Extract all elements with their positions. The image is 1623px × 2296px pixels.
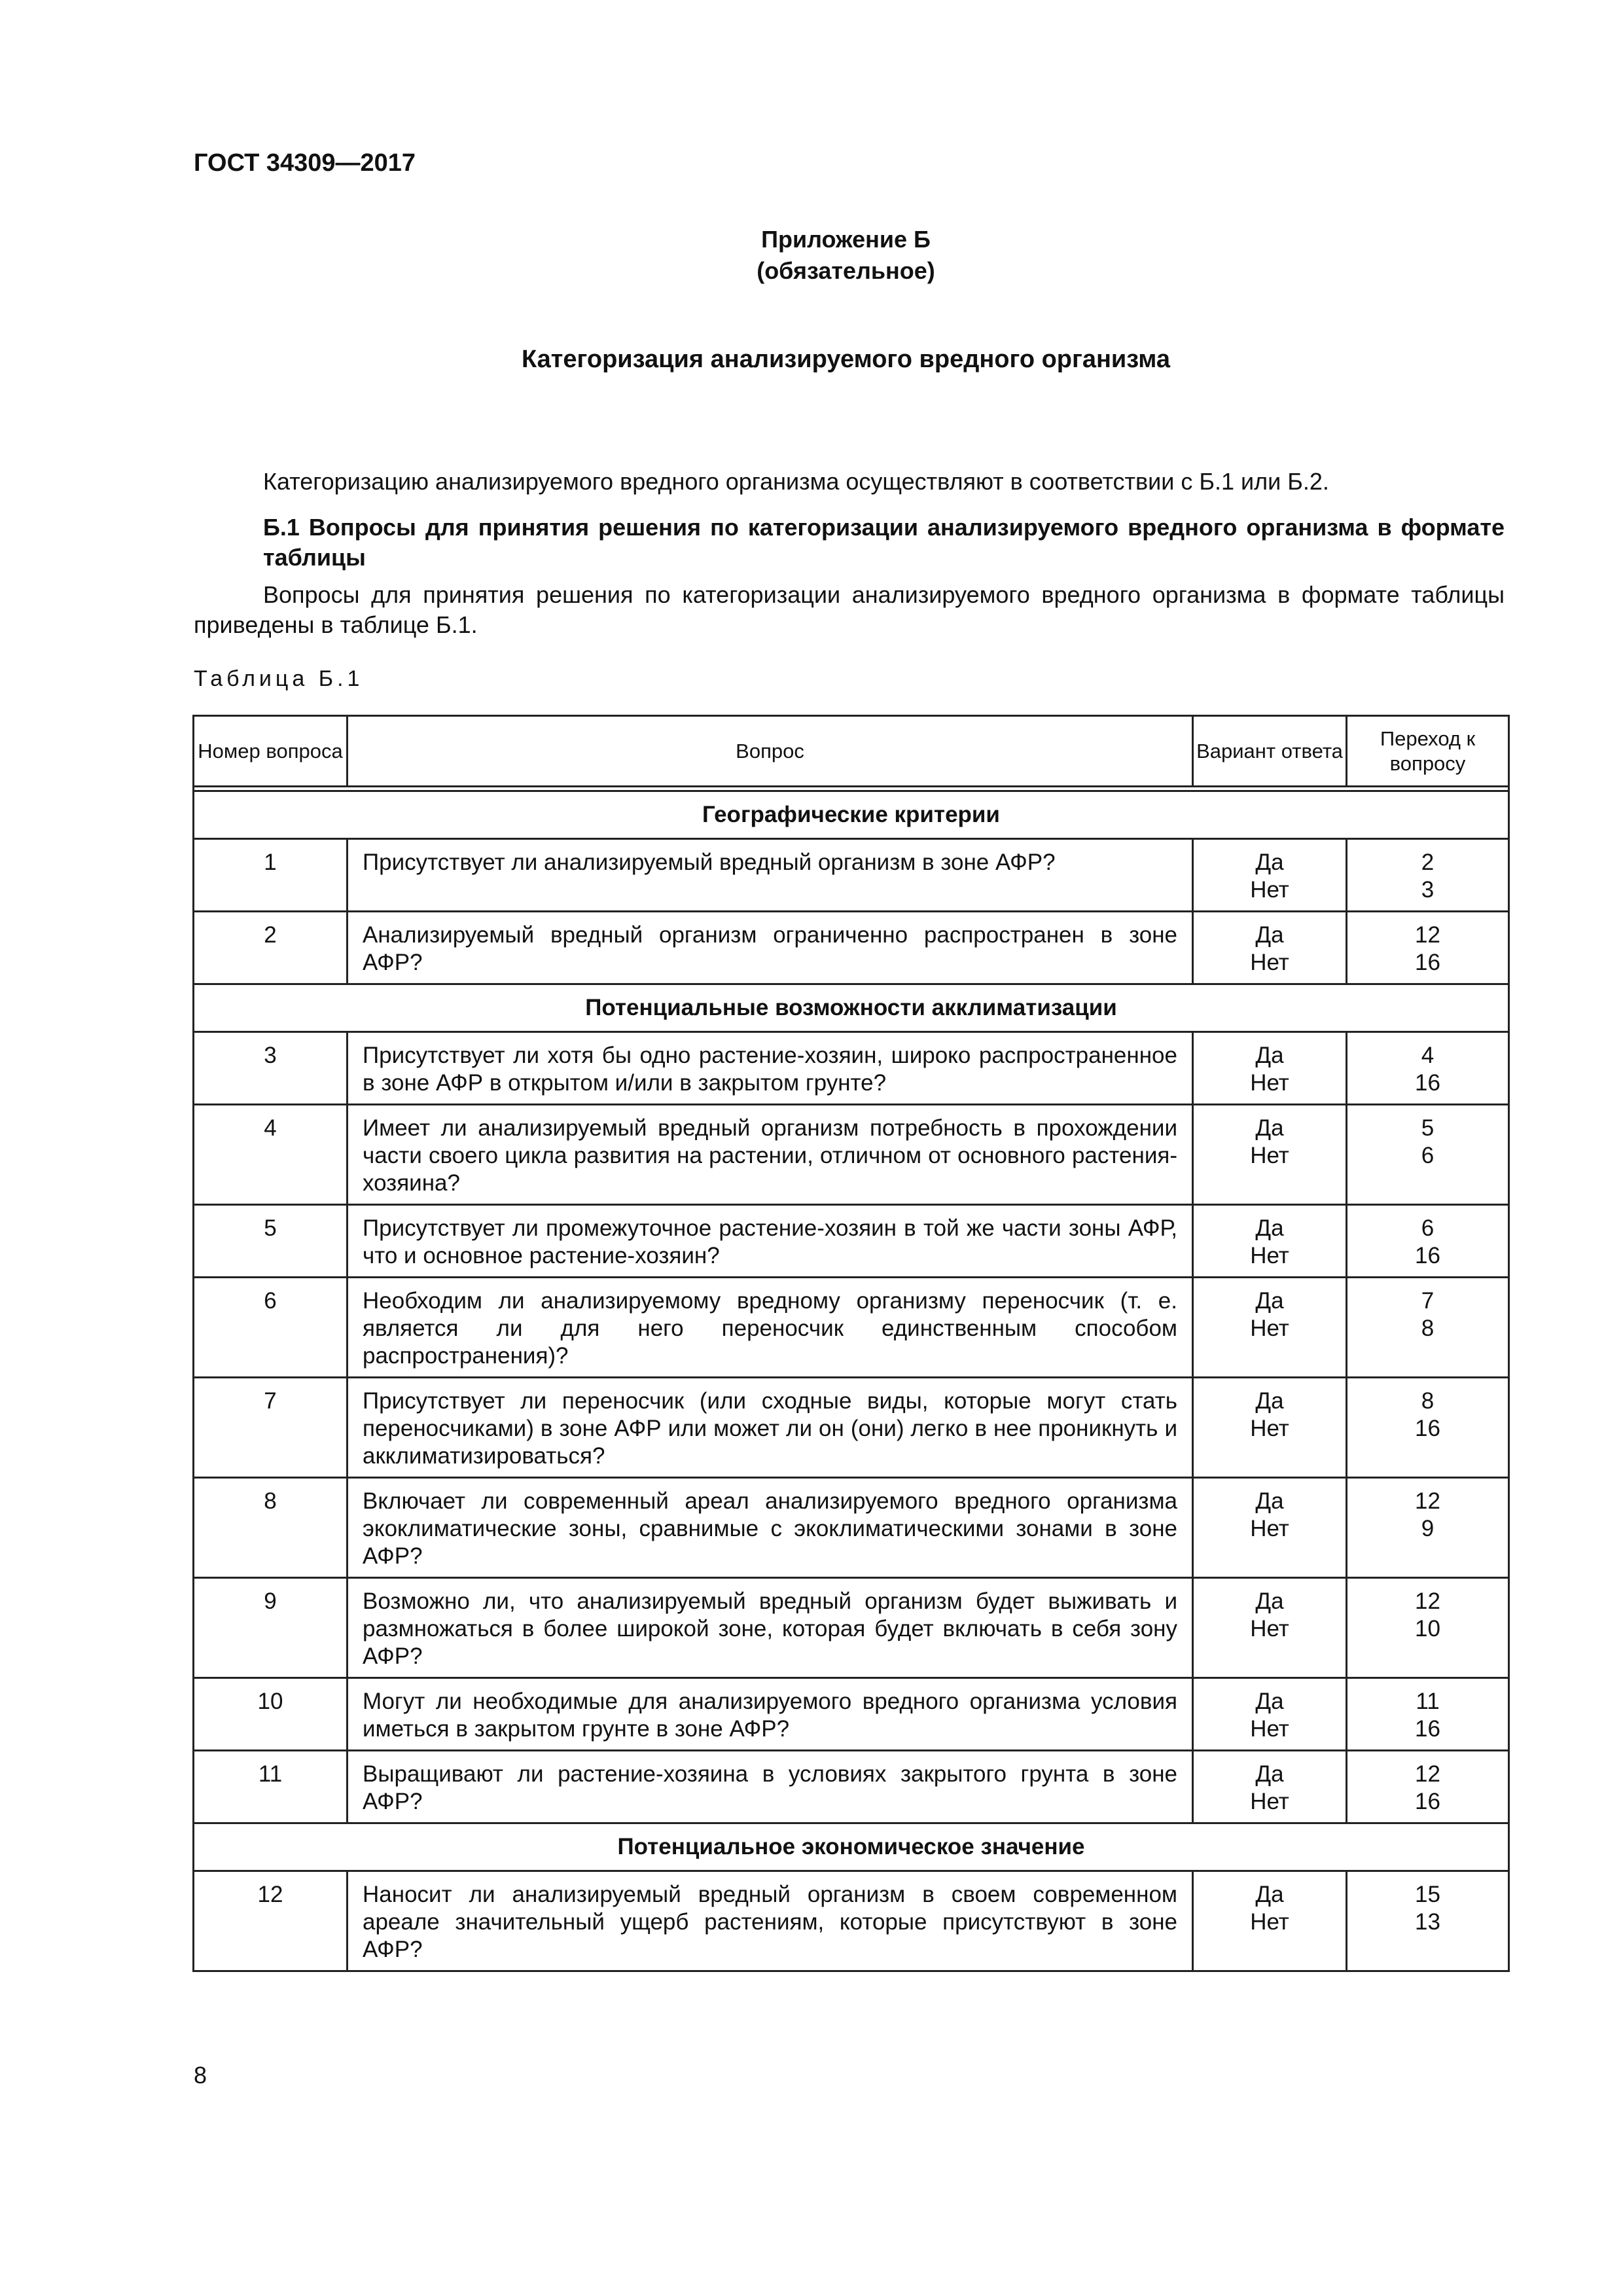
answer-options (1193, 912, 1347, 984)
table-row (194, 1105, 1509, 1205)
section-row (194, 791, 1509, 839)
question-number: 12 (194, 1871, 348, 1971)
go-to-question (1347, 1478, 1509, 1578)
header-question: Вопрос (348, 716, 1193, 787)
answer-options (1193, 1871, 1347, 1971)
section-heading: Б.1 Вопросы для принятия решения по категоризации анализируемого вредного организма в формате таблицы (263, 514, 1505, 571)
next-if-no: 3 (1421, 877, 1435, 903)
table-row (194, 1205, 1509, 1278)
question-number: 5 (194, 1205, 348, 1278)
next-if-yes: 12 (1415, 922, 1440, 948)
section-paragraph: Вопросы для принятия решения по категоризации анализируемого вредного организма в формате таблицы приведены в таблице Б.1. (194, 581, 1505, 638)
question-text: Имеет ли анализируемый вредный организм потребность в прохождении части своего цикла развития на растении, отличном от основного растения-хозяина? (348, 1105, 1193, 1205)
questions-table-container (192, 715, 1508, 1972)
next-if-yes: 2 (1421, 850, 1435, 875)
intro-paragraph: Категоризацию анализируемого вредного организма осуществляют в соответствии с Б.1 или Б.2. (263, 468, 1329, 495)
answer-no: Нет (1250, 1416, 1289, 1441)
answer-yes: Да (1255, 1388, 1284, 1414)
section-title: Географические критерии (194, 791, 1509, 839)
next-if-yes: 12 (1415, 1588, 1440, 1614)
questions-table (192, 715, 1510, 1972)
question-number: 3 (194, 1032, 348, 1105)
answer-options (1193, 1751, 1347, 1823)
go-to-question (1347, 1871, 1509, 1971)
next-if-yes: 12 (1415, 1488, 1440, 1514)
go-to-question (1347, 1278, 1509, 1378)
answer-options (1193, 1578, 1347, 1678)
answer-yes: Да (1255, 1043, 1284, 1068)
document-title: Категоризация анализируемого вредного организма (522, 346, 1170, 373)
go-to-question (1347, 839, 1509, 912)
table-row (194, 1678, 1509, 1751)
question-text: Анализируемый вредный организм ограниченно распространен в зоне АФР? (348, 912, 1193, 984)
next-if-no: 16 (1415, 1070, 1440, 1096)
answer-yes: Да (1255, 850, 1284, 875)
go-to-question (1347, 1678, 1509, 1751)
answer-no: Нет (1250, 1616, 1289, 1641)
next-if-no: 6 (1421, 1143, 1435, 1168)
annex-status: (обязательное) (757, 257, 935, 284)
question-text: Присутствует ли анализируемый вредный организм в зоне АФР? (348, 839, 1193, 912)
answer-no: Нет (1250, 1070, 1289, 1096)
answer-no: Нет (1250, 1516, 1289, 1541)
answer-yes: Да (1255, 1215, 1284, 1241)
answer-no: Нет (1250, 1789, 1289, 1814)
table-caption: Таблица Б.1 (194, 666, 364, 691)
question-text: Выращивают ли растение-хозяина в условиях закрытого грунта в зоне АФР? (348, 1751, 1193, 1823)
table-header-row (194, 716, 1509, 787)
standard-number: ГОСТ 34309—2017 (194, 149, 416, 177)
answer-yes: Да (1255, 1115, 1284, 1141)
answer-options (1193, 1032, 1347, 1105)
question-number: 9 (194, 1578, 348, 1678)
section-row (194, 984, 1509, 1032)
answer-yes: Да (1255, 1288, 1284, 1314)
next-if-yes: 4 (1421, 1043, 1435, 1068)
answer-yes: Да (1255, 1882, 1284, 1907)
go-to-question (1347, 1578, 1509, 1678)
table-row (194, 912, 1509, 984)
question-text: Присутствует ли переносчик (или сходные виды, которые могут стать переносчиками) в зоне АФР или может ли он (они) легко в нее проникнуть и акклиматизироваться? (348, 1378, 1193, 1478)
section-row (194, 1823, 1509, 1871)
next-if-no: 16 (1415, 1716, 1440, 1742)
question-number: 2 (194, 912, 348, 984)
next-if-yes: 7 (1421, 1288, 1435, 1314)
section-title: Потенциальное экономическое значение (194, 1823, 1509, 1871)
next-if-no: 9 (1421, 1516, 1435, 1541)
question-number: 8 (194, 1478, 348, 1578)
go-to-question (1347, 1751, 1509, 1823)
answer-no: Нет (1250, 1909, 1289, 1935)
table-row (194, 1378, 1509, 1478)
question-text: Наносит ли анализируемый вредный организм в своем современном ареале значительный ущерб растениям, которые присутствуют в зоне АФР? (348, 1871, 1193, 1971)
next-if-no: 16 (1415, 950, 1440, 975)
next-if-yes: 15 (1415, 1882, 1440, 1907)
page-number: 8 (194, 2062, 207, 2089)
next-if-yes: 12 (1415, 1761, 1440, 1787)
answer-yes: Да (1255, 1488, 1284, 1514)
question-text: Возможно ли, что анализируемый вредный организм будет выживать и размножаться в более широкой зоне, которая будет включать в себя зону АФР? (348, 1578, 1193, 1678)
question-text: Присутствует ли промежуточное растение-хозяин в той же части зоны АФР, что и основное растение-хозяин? (348, 1205, 1193, 1278)
go-to-question (1347, 1105, 1509, 1205)
question-number: 7 (194, 1378, 348, 1478)
table-row (194, 1278, 1509, 1378)
answer-options (1193, 1678, 1347, 1751)
table-row (194, 1871, 1509, 1971)
next-if-no: 16 (1415, 1416, 1440, 1441)
table-row (194, 1578, 1509, 1678)
question-text: Могут ли необходимые для анализируемого вредного организма условия иметься в закрытом грунте в зоне АФР? (348, 1678, 1193, 1751)
go-to-question (1347, 1378, 1509, 1478)
answer-no: Нет (1250, 1143, 1289, 1168)
header-divider (194, 787, 1509, 791)
answer-options (1193, 1205, 1347, 1278)
answer-options (1193, 1378, 1347, 1478)
answer-no: Нет (1250, 1316, 1289, 1341)
answer-options (1193, 839, 1347, 912)
go-to-question (1347, 912, 1509, 984)
question-text: Включает ли современный ареал анализируемого вредного организма экоклиматические зоны, сравнимые с экоклиматическими зонами в зоне АФР? (348, 1478, 1193, 1578)
next-if-no: 13 (1415, 1909, 1440, 1935)
header-question-number: Номер вопроса (194, 716, 348, 787)
table-row (194, 1751, 1509, 1823)
answer-no: Нет (1250, 1716, 1289, 1742)
go-to-question (1347, 1032, 1509, 1105)
next-if-no: 10 (1415, 1616, 1440, 1641)
header-divider-cell (194, 787, 1509, 791)
next-if-yes: 6 (1421, 1215, 1435, 1241)
answer-yes: Да (1255, 1588, 1284, 1614)
question-number: 10 (194, 1678, 348, 1751)
question-number: 4 (194, 1105, 348, 1205)
question-text: Необходим ли анализируемому вредному организму переносчик (т. е. является ли для него переносчик единственным способом распространения)? (348, 1278, 1193, 1378)
annex-title: Приложение Б (761, 226, 931, 253)
table-row (194, 1032, 1509, 1105)
answer-options (1193, 1278, 1347, 1378)
answer-options (1193, 1478, 1347, 1578)
next-if-no: 16 (1415, 1243, 1440, 1268)
question-text: Присутствует ли хотя бы одно растение-хозяин, широко распространенное в зоне АФР в открытом и/или в закрытом грунте? (348, 1032, 1193, 1105)
next-if-yes: 8 (1421, 1388, 1435, 1414)
header-answer-option: Вариант ответа (1193, 716, 1347, 787)
answer-no: Нет (1250, 877, 1289, 903)
table-body (194, 787, 1509, 1971)
next-if-no: 16 (1415, 1789, 1440, 1814)
answer-no: Нет (1250, 950, 1289, 975)
question-number: 1 (194, 839, 348, 912)
next-if-no: 8 (1421, 1316, 1435, 1341)
question-number: 6 (194, 1278, 348, 1378)
answer-yes: Да (1255, 1761, 1284, 1787)
section-title: Потенциальные возможности акклиматизации (194, 984, 1509, 1032)
next-if-yes: 11 (1416, 1689, 1440, 1714)
question-number: 11 (194, 1751, 348, 1823)
table-row (194, 1478, 1509, 1578)
answer-options (1193, 1105, 1347, 1205)
answer-yes: Да (1255, 1689, 1284, 1714)
answer-no: Нет (1250, 1243, 1289, 1268)
answer-yes: Да (1255, 922, 1284, 948)
next-if-yes: 5 (1421, 1115, 1435, 1141)
table-row (194, 839, 1509, 912)
header-go-to-question: Переход к вопросу (1347, 716, 1509, 787)
go-to-question (1347, 1205, 1509, 1278)
